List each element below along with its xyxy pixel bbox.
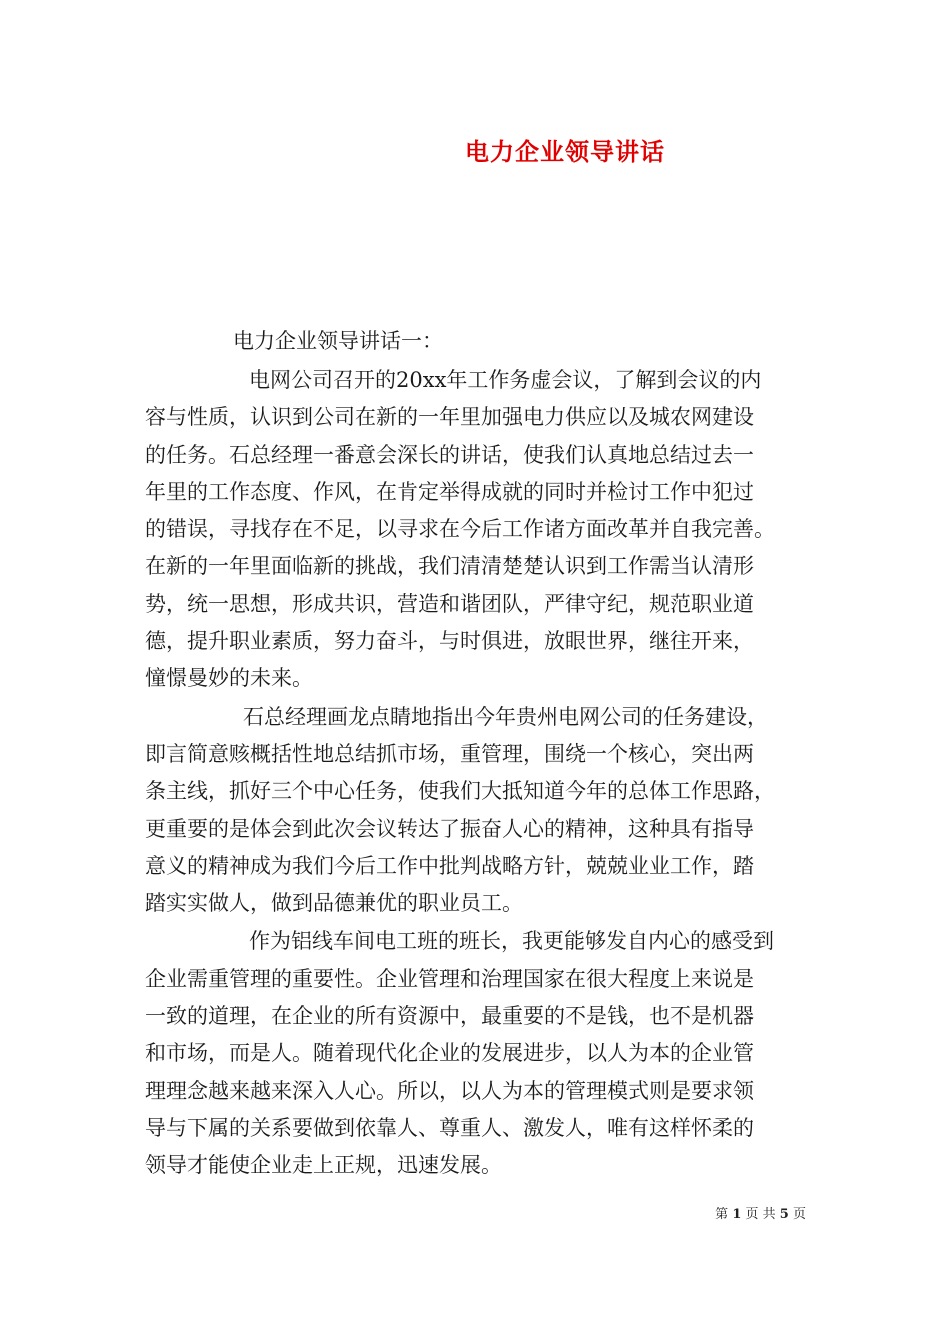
- current-page-number: 1: [732, 1207, 742, 1222]
- text-line: 作为铝线车间电工班的班长，我更能够发自内心的感受到: [249, 929, 774, 954]
- text-line: 电网公司召开的20xx年工作务虚会议，了解到会议的内: [249, 368, 762, 392]
- text-line: 导与下属的关系要做到依靠人、尊重人、激发人，唯有这样怀柔的: [145, 1115, 754, 1140]
- text-line: 德，提升职业素质，努力奋斗，与时俱进，放眼世界，继往开来，: [145, 629, 754, 654]
- text-line: 一致的道理，在企业的所有资源中，最重要的不是钱，也不是机器: [145, 1004, 754, 1029]
- page-footer: [715, 1203, 806, 1222]
- paragraph-3: [145, 923, 810, 1184]
- text-line: 石总经理画龙点睛地指出今年贵州电网公司的任务建设，: [243, 704, 768, 729]
- text-line: 势，统一思想，形成共识，营造和谐团队，严律守纪，规范职业道: [145, 591, 754, 616]
- footer-middle: 页 共: [745, 1207, 776, 1222]
- text-line: 意义的精神成为我们今后工作中批判战略方针，兢兢业业工作，踏: [145, 853, 754, 878]
- page-title: 电力企业领导讲话: [465, 137, 665, 166]
- total-page-number: 5: [779, 1207, 789, 1222]
- text-line: 的任务。石总经理一番意会深长的讲话，使我们认真地总结过去一: [145, 442, 754, 467]
- paragraph-1: [145, 362, 810, 698]
- text-line: 企业需重管理的重要性。企业管理和治理国家在很大程度上来说是: [145, 966, 754, 991]
- text-line: 领导才能使企业走上正规，迅速发展。: [145, 1153, 502, 1178]
- text-line: 年里的工作态度、作风，在肯定举得成就的同时并检讨工作中犯过: [145, 479, 754, 504]
- text-line: 条主线，抓好三个中心任务，使我们大抵知道今年的总体工作思路，: [145, 779, 775, 804]
- footer-suffix: 页: [792, 1207, 806, 1222]
- text-line: 憧憬曼妙的未来。: [145, 666, 313, 691]
- text-line: 踏实实做人，做到品德兼优的职业员工。: [145, 891, 523, 916]
- section-subheading: 电力企业领导讲话一：: [233, 329, 443, 353]
- text-line: 理理念越来越来深入人心。所以，以人为本的管理模式则是要求领: [145, 1078, 754, 1103]
- paragraph-2: [145, 699, 810, 923]
- document-body: [145, 362, 810, 1186]
- text-line: 即言简意赅概括性地总结抓市场，重管理，围绕一个核心，突出两: [145, 741, 754, 766]
- text-line: 和市场，而是人。随着现代化企业的发展进步，以人为本的企业管: [145, 1041, 754, 1066]
- text-line: 容与性质，认识到公司在新的一年里加强电力供应以及城农网建设: [145, 405, 754, 430]
- text-line: 的错误，寻找存在不足，以寻求在今后工作诸方面改革并自我完善。: [145, 517, 775, 542]
- text-line: 在新的一年里面临新的挑战，我们清清楚楚认识到工作需当认清形: [145, 554, 754, 579]
- text-line: 更重要的是体会到此次会议转达了振奋人心的精神，这种具有指导: [145, 816, 754, 841]
- footer-prefix: 第: [715, 1207, 729, 1222]
